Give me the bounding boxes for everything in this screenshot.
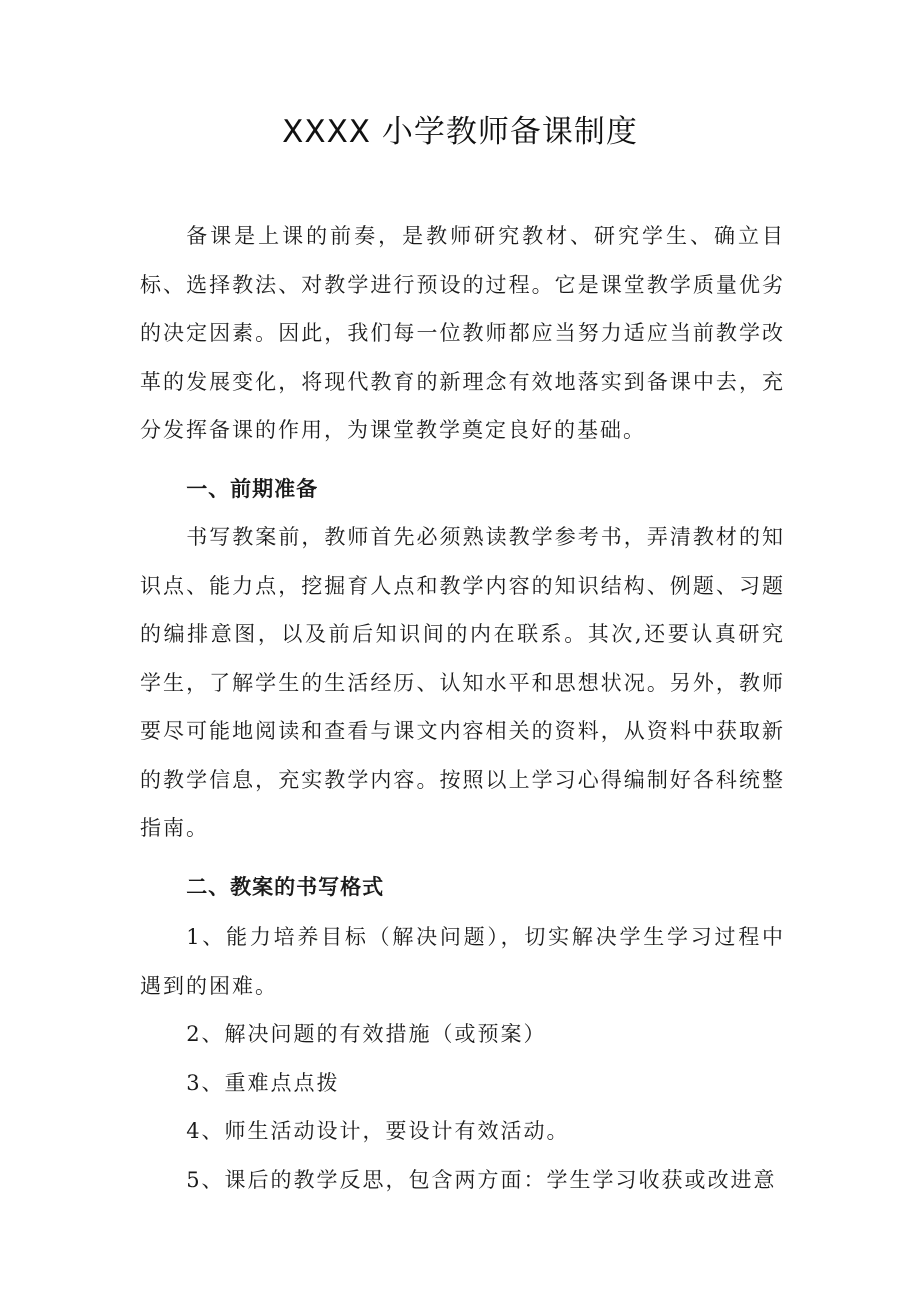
format-item: 3、重难点点拨 [186,1070,340,1095]
section-heading-preparation: 一、前期准备 [186,476,319,501]
format-item: 4、师生活动设计，要设计有效活动。 [186,1119,570,1143]
document-title: XXXX 小学教师备课制度 [282,114,638,150]
format-item: 5、课后的教学反思，包含两方面：学生学习收获或改进意 [186,1167,777,1192]
format-item: 2、解决问题的有效措施（或预案） [186,1022,547,1046]
preparation-paragraph: 书写教案前，教师首先必须熟读教学参考书，弄清教材的知识点、能力点，挖掘育人点和教学内容的知识结构、例题、习题的编排意图，以及前后知识间的内在联系。其次,还要认真研究学生，了解学生的生活经历、认知水平和思想状况。另外，教师要尽可能地阅读和查看与课文内容相关的资料，从资料中获取新的教学信息，充实教学内容。按照以上学习心得编制好各科统整指南。 [140,525,785,840]
intro-paragraph: 备课是上课的前奏，是教师研究教材、研究学生、确立目标、选择教法、对教学进行预设的过程。它是课堂教学质量优劣的决定因素。因此，我们每一位教师都应当努力适应当前教学改革的发展变化，将现代教育的新理念有效地落实到备课中去，充分发挥备课的作用，为课堂教学奠定良好的基础。 [140,224,785,442]
format-item: 1、能力培养目标（解决问题），切实解决学生学习过程中遇到的困难。 [140,925,785,998]
section-heading-format: 二、教案的书写格式 [186,874,385,899]
document-body [140,212,785,1204]
